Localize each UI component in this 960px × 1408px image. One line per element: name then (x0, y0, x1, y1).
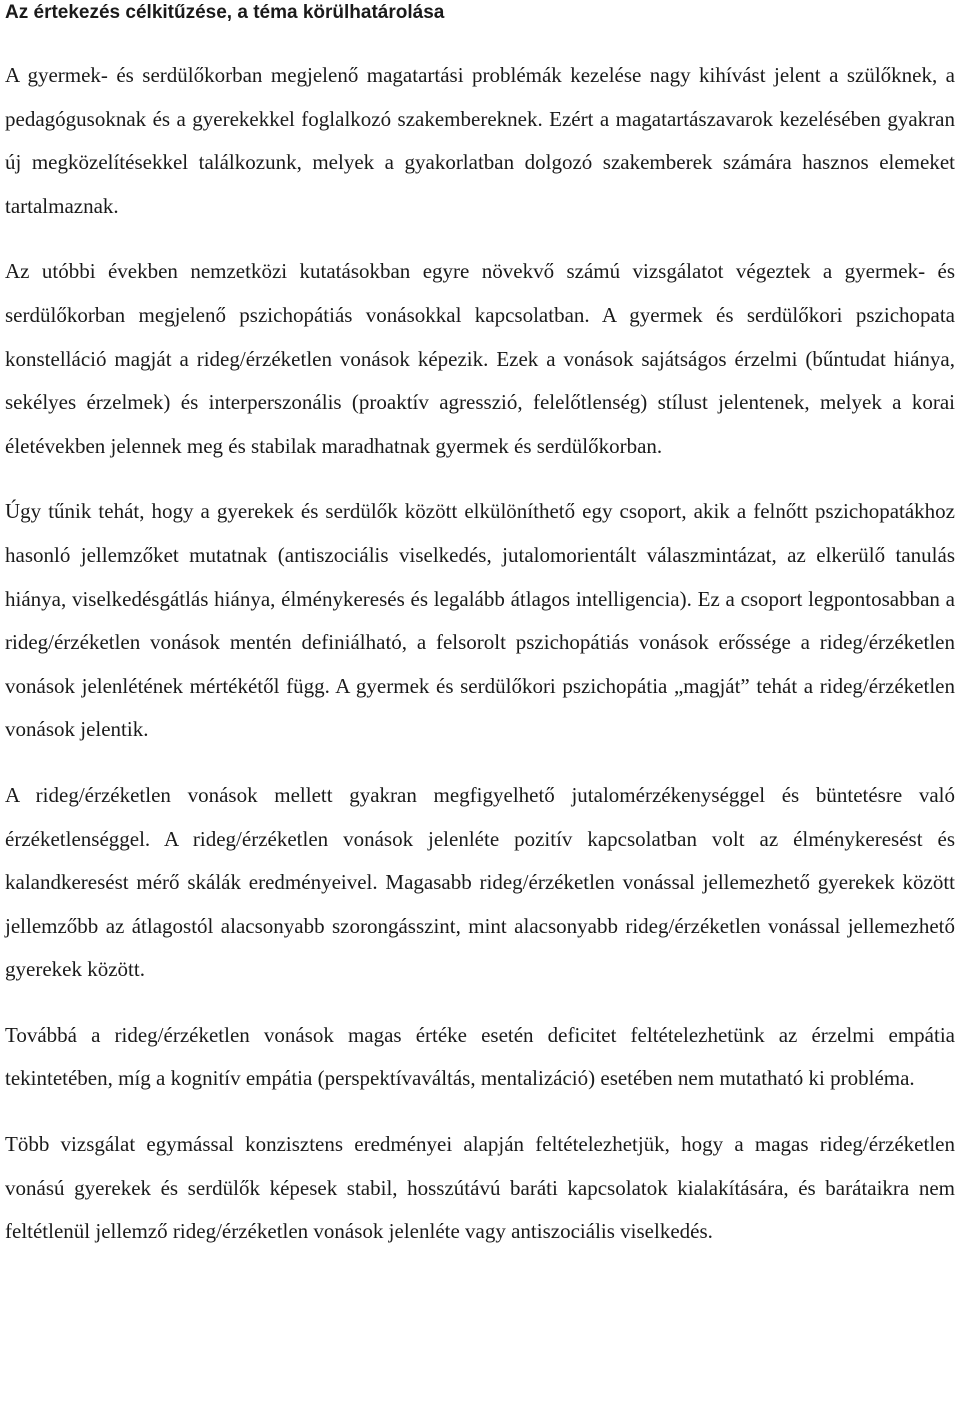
document-page (5, 0, 955, 1254)
paragraph-intro: A gyermek- és serdülőkorban megjelenő magatartási problémák kezelése nagy kihívást jelent a szülőknek, a pedagógusoknak és a gyerekekkel foglalkozó szakembereknek. Ezért a magatartászavarok kezelésében gyakran új megközelítésekkel találkozunk, melyek a gyakorlatban dolgozó szakemberek számára hasznos elemeket tartalmaznak. (5, 63, 955, 218)
paragraph-empathy: Továbbá a rideg/érzéketlen vonások magas értéke esetén deficitet feltételezhetünk az érzelmi empátia tekintetében, míg a kognitív empátia (perspektívaváltás, mentalizáció) esetében nem mutatható ki probléma. (5, 1022, 955, 1091)
paragraph-subgroup: Úgy tűnik tehát, hogy a gyerekek és serdülők között elkülöníthető egy csoport, akik a felnőtt pszichopatákhoz hasonló jellemzőket mutatnak (antiszociális viselkedés, jutalomorientált válaszmintázat, az elkerülő tanulás hiánya, viselkedésgátlás hiánya, élménykeresés és legalább átlagos intelligencia). Ez a csoport legpontosabban a rideg/érzéketlen vonások mentén definiálható, a felsorolt pszichopátiás vonások erőssége a rideg/érzéketlen vonások jelenlétének mértékétől függ. A gyermek és serdülőkori pszichopátia „magját” tehát a rideg/érzéketlen vonások jelentik. (5, 499, 955, 742)
paragraph-reward-sensitivity: A rideg/érzéketlen vonások mellett gyakran megfigyelhető jutalomérzékenységgel és büntetésre való érzéketlenséggel. A rideg/érzéketlen vonások jelenléte pozitív kapcsolatban volt az élménykeresést és kalandkeresést mérő skálák eredményeivel. Magasabb rideg/érzéketlen vonással jellemezhető gyerekek között jellemzőbb az átlagostól alacsonyabb szorongásszint, mint alacsonyabb rideg/érzéketlen vonással jellemezhető gyerekek között. (5, 782, 955, 982)
paragraph-friendships: Több vizsgálat egymással konzisztens eredményei alapján feltételezhetjük, hogy a magas rideg/érzéketlen vonású gyerekek és serdülők képesek stabil, hosszútávú baráti kapcsolatok kialakítására, és barátaikra nem feltétlenül jellemző rideg/érzéketlen vonások jelenléte vagy antiszociális viselkedés. (5, 1132, 955, 1244)
section-heading: Az értekezés célkitűzése, a téma körülhatárolása (5, 2, 445, 23)
paragraph-research: Az utóbbi években nemzetközi kutatásokban egyre növekvő számú vizsgálatot végeztek a gyermek- és serdülőkorban megjelenő pszichopátiás vonásokkal kapcsolatban. A gyermek és serdülőkori pszichopata konstelláció magját a rideg/érzéketlen vonások képezik. Ezek a vonások sajátságos érzelmi (bűntudat hiánya, sekélyes érzelmek) és interperszonális (proaktív agresszió, felelőtlenség) stílust jelentenek, melyek a korai életévekben jelennek meg és stabilak maradhatnak gyermek és serdülőkorban. (5, 259, 955, 458)
